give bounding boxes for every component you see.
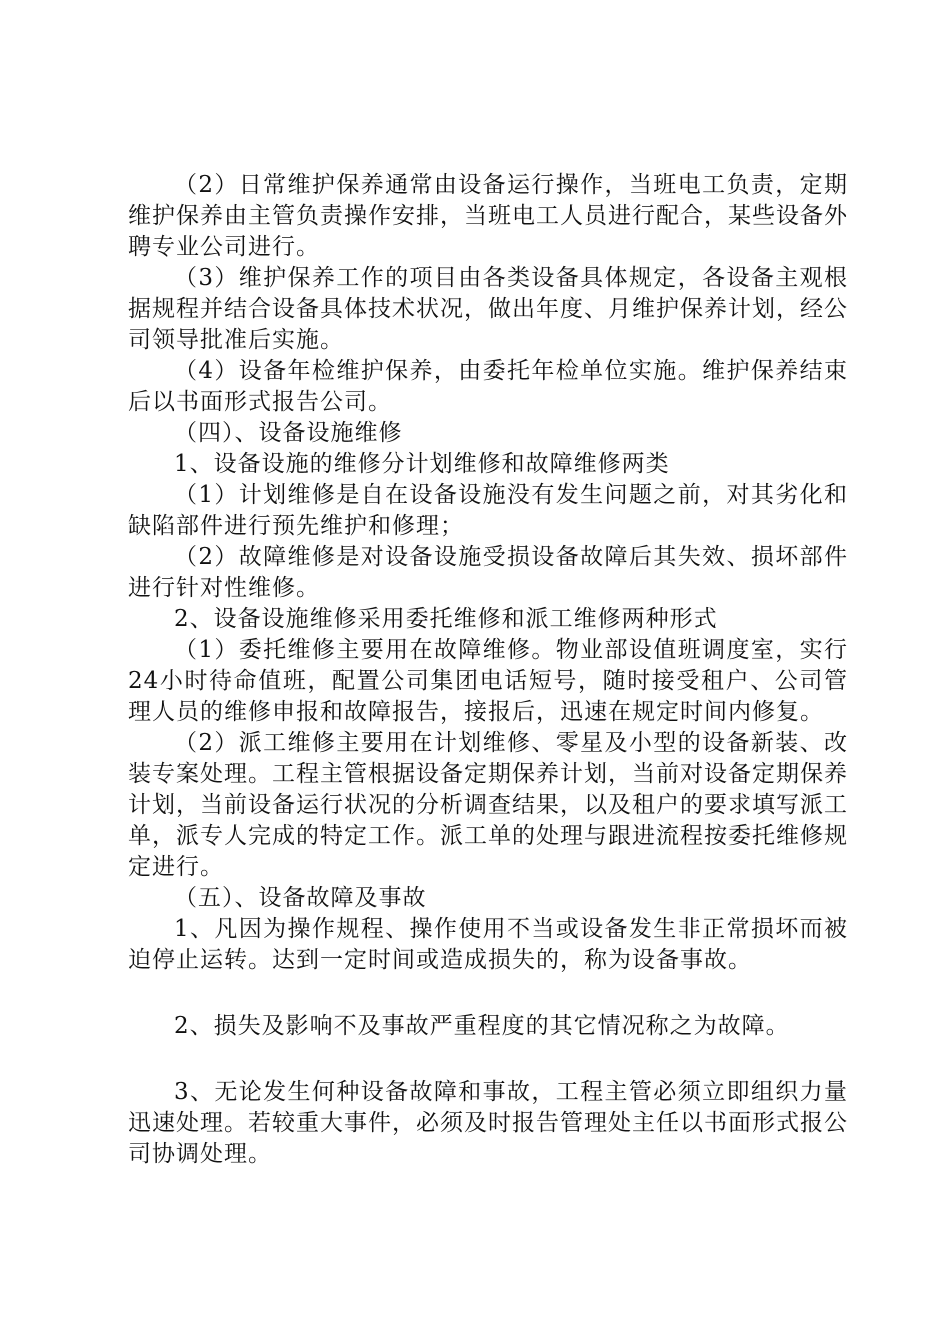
section-heading-repair: （四）、设备设施维修 [174, 420, 403, 446]
paragraph-repair-forms: 2、设备设施维修采用委托维修和派工维修两种形式 [174, 606, 718, 632]
paragraph-fault-definition: 2、损失及影响不及事故严重程度的其它情况称之为故障。 [174, 1013, 790, 1039]
paragraph-accident-definition: 1、凡因为操作规程、操作使用不当或设备发生非正常损坏而被迫停止运转。达到一定时间或造成损失的，称为设备事故。 [128, 916, 848, 973]
paragraph-annual-inspection: （4）设备年检维护保养，由委托年检单位实施。维护保养结束后以书面形式报告公司。 [128, 358, 848, 415]
paragraph-repair-types: 1、设备设施的维修分计划维修和故障维修两类 [174, 451, 670, 477]
section-heading-faults: （五）、设备故障及事故 [174, 885, 427, 911]
document-body [128, 170, 848, 1170]
paragraph-dispatched-repair: （2）派工维修主要用在计划维修、零星及小型的设备新装、改装专案处理。工程主管根据设备定期保养计划，当前对设备定期保养计划，当前设备运行状况的分析调查结果，以及租户的要求填写派工单，派专人完成的特定工作。派工单的处理与跟进流程按委托维修规定进行。 [128, 730, 848, 880]
paragraph-entrusted-repair: （1）委托维修主要用在故障维修。物业部设值班调度室，实行24小时待命值班，配置公司集团电话短号，随时接受租户、公司管理人员的维修申报和故障报告，接报后，迅速在规定时间内修复。 [128, 637, 848, 725]
paragraph-maintenance-items: （3）维护保养工作的项目由各类设备具体规定，各设备主观根据规程并结合设备具体技术状况，做出年度、月维护保养计划，经公司领导批准后实施。 [128, 265, 848, 353]
paragraph-planned-repair: （1）计划维修是自在设备设施没有发生问题之前，对其劣化和缺陷部件进行预先维护和修理； [128, 482, 848, 539]
paragraph-fault-repair: （2）故障维修是对设备设施受损设备故障后其失效、损坏部件进行针对性维修。 [128, 544, 848, 601]
paragraph-handling: 3、无论发生何种设备故障和事故，工程主管必须立即组织力量迅速处理。若较重大事件，必须及时报告管理处主任以书面形式报公司协调处理。 [128, 1079, 848, 1167]
paragraph-daily-maintenance: （2）日常维护保养通常由设备运行操作，当班电工负责，定期维护保养由主管负责操作安排，当班电工人员进行配合，某些设备外聘专业公司进行。 [128, 172, 848, 260]
